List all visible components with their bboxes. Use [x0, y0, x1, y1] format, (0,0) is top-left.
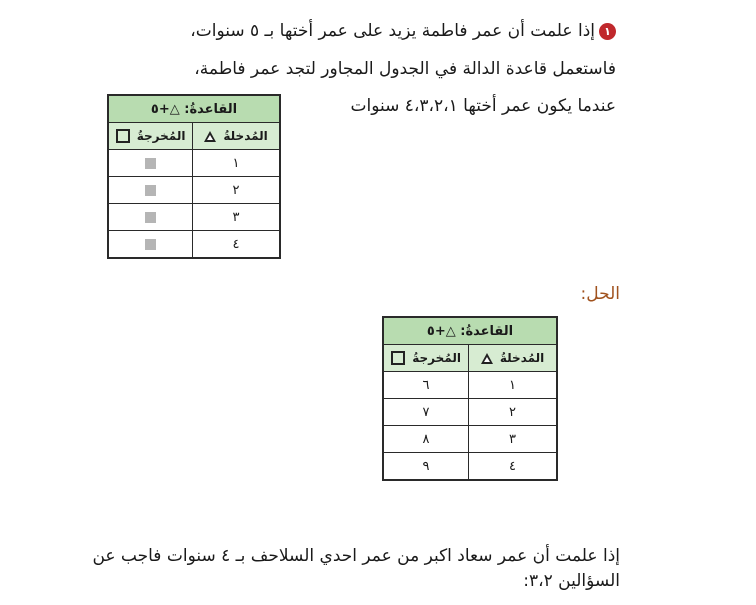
- question-line-3: عندما يكون عمر أختها ٤،٣،٢،١ سنوات: [350, 96, 616, 116]
- function-table-question: [107, 94, 281, 259]
- question-text-1: إذا علمت أن عمر فاطمة يزيد على عمر أختها بـ ٥ سنوات،: [190, 21, 595, 41]
- table-rule-header: القاعدةُ: △+٥: [383, 317, 557, 345]
- output-column-header: المُخرجةُ: [383, 345, 469, 372]
- output-cell: [108, 231, 193, 259]
- input-cell: ١: [193, 150, 281, 177]
- table-row: [383, 453, 557, 481]
- output-column-header: المُخرجةُ: [108, 123, 193, 150]
- function-table-solution: [382, 316, 558, 481]
- input-cell: ٣: [193, 204, 281, 231]
- gray-square-icon: [145, 212, 156, 223]
- table-row: [383, 372, 557, 399]
- input-column-header: المُدخلةُ: [193, 123, 281, 150]
- output-cell: [108, 150, 193, 177]
- triangle-icon: [481, 353, 493, 364]
- table-row: [108, 177, 280, 204]
- solution-label: الحل:: [580, 284, 620, 304]
- triangle-icon: [204, 131, 216, 142]
- table-rule-header: القاعدةُ: △+٥: [108, 95, 280, 123]
- question-number-badge: ١: [599, 23, 616, 40]
- input-cell: ٣: [469, 426, 558, 453]
- table-row: [108, 150, 280, 177]
- question-line-1: [190, 20, 616, 42]
- square-icon: [391, 351, 405, 365]
- question2-line-2: السؤالين ٣،٢:: [523, 571, 620, 591]
- input-column-header: المُدخلةُ: [469, 345, 558, 372]
- input-cell: ٢: [469, 399, 558, 426]
- gray-square-icon: [145, 239, 156, 250]
- question-line-2: فاستعمل قاعدة الدالة في الجدول المجاور لتجد عمر فاطمة،: [194, 59, 616, 79]
- square-icon: [116, 129, 130, 143]
- output-cell: [108, 177, 193, 204]
- table-row: [108, 231, 280, 259]
- input-cell: ١: [469, 372, 558, 399]
- question2-line-1: إذا علمت أن عمر سعاد اكبر من عمر احدي السلاحف بـ ٤ سنوات فاجب عن: [92, 546, 620, 566]
- gray-square-icon: [145, 185, 156, 196]
- table-row: [383, 399, 557, 426]
- gray-square-icon: [145, 158, 156, 169]
- input-cell: ٢: [193, 177, 281, 204]
- output-cell: ٩: [383, 453, 469, 481]
- input-cell: ٤: [193, 231, 281, 259]
- table-row: [108, 204, 280, 231]
- input-cell: ٤: [469, 453, 558, 481]
- output-cell: ٨: [383, 426, 469, 453]
- output-cell: ٧: [383, 399, 469, 426]
- table-row: [383, 426, 557, 453]
- output-cell: ٦: [383, 372, 469, 399]
- output-cell: [108, 204, 193, 231]
